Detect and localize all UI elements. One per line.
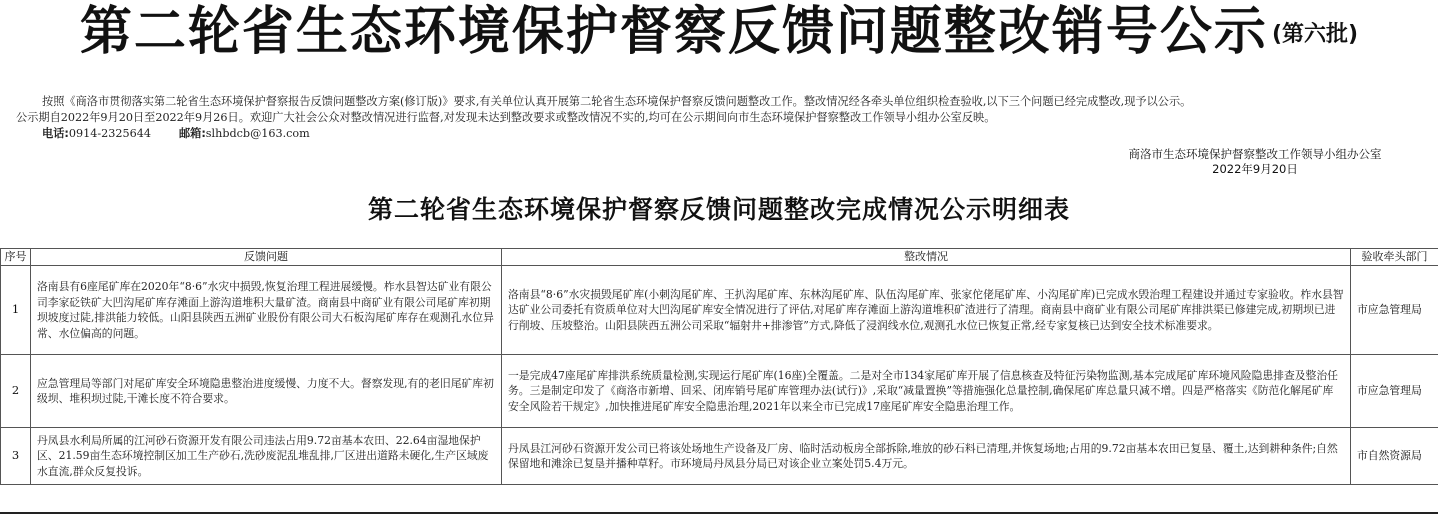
row-rectification: 一是完成47座尾矿库排洪系统质量检测,实现运行尾矿库(16座)全覆盖。二是对全市134家尾矿库开展了信息核查及特征污染物监测,基本完成尾矿库环境风险隐患排查及整治任务。三是制定印发了《商洛市新增、回采、闭库销号尾矿库管理办法(试行)》,采取“减量置换”等措施强化总量控制,确保尾矿库总量只减不增。四是严格落实《防范化解尾矿库安全风险若干规定》,加快推进尾矿库安全隐患治理,2021年以来全市已完成17座尾矿库安全隐患治理工作。 [502,355,1351,428]
table-header-row [1,249,1438,266]
signer-date: 2022年9月20日 [1212,162,1298,176]
headline-title: 第二轮省生态环境保护督察反馈问题整改销号公示 [79,2,1268,62]
email-address: slhbdcb@163.com [205,127,310,140]
signer-office: 商洛市生态环境保护督察整改工作领导小组办公室 [1128,147,1382,161]
row-issue: 丹凤县水利局所属的江河砂石资源开发有限公司违法占用9.72亩基本农田、22.64亩湿地保护区、21.59亩生态环境控制区加工生产砂石,洗砂废泥乱堆乱排,厂区进出道路未硬化,生产区域废水直流,群众反复投诉。 [31,428,502,485]
bottom-rule [0,512,1438,514]
header-rectification: 整改情况 [502,249,1351,266]
intro-paragraph-line2: 公示期自2022年9月20日至2022年9月26日。欢迎广大社会公众对整改情况进行监督,对发现未达到整改要求或整改情况不实的,均可在公示期间向市生态环境保护督察整改工作领导小组办公室反映。 [16,111,996,124]
header-no: 序号 [1,249,31,266]
row-rectification: 洛南县“8·6”水灾损毁尾矿库(小刺沟尾矿库、王扒沟尾矿库、东林沟尾矿库、队伍沟尾矿库、张家佗佬尾矿库、小沟尾矿库)已完成水毁治理工程建设并通过专家验收。柞水县智达矿业公司委托有资质单位对大凹沟尾矿库安全情况进行了评估,对尾矿库存滩面上游沟道堆积矿渣进行了清理。商南县中商矿业有限公司尾矿库排洪渠已修建完成,初期坝已进行削坡、压坡整治。山阳县陕西五洲公司采取“辐射井+排渗管”方式,降低了浸润线水位,观测孔水位已恢复正常,经专家复核已达到安全技术标准要求。 [502,266,1351,355]
detail-table [0,248,1438,485]
intro-notice [16,94,1434,142]
table-row [1,355,1438,428]
phone-number: 0914-2325644 [68,127,151,140]
row-department: 市应急管理局 [1351,266,1438,355]
row-issue: 应急管理局等部门对尾矿库安全环境隐患整治进度缓慢、力度不大。督察发现,有的老旧尾矿库初级坝、堆积坝过陡,干滩长度不符合要求。 [31,355,502,428]
row-no: 3 [1,428,31,485]
row-rectification: 丹凤县江河砂石资源开发公司已将该处场地生产设备及厂房、临时活动板房全部拆除,堆放的砂石料已清理,并恢复场地;占用的9.72亩基本农田已复垦、覆土,达到耕种条件;自然保留地和滩涂已复垦并播种草籽。市环境局丹凤县分局已对该企业立案处罚5.4万元。 [502,428,1351,485]
row-department: 市应急管理局 [1351,355,1438,428]
row-issue: 洛南县有6座尾矿库在2020年“8·6”水灾中损毁,恢复治理工程进展缓慢。柞水县智达矿业有限公司李家砭铁矿大凹沟尾矿库存滩面上游沟道堆积大量矿渣。商南县中商矿业有限公司尾矿库初期坝坡度过陡,排洪能力较低。山阳县陕西五洲矿业股份有限公司大石板沟尾矿库存在观测孔水位异常、水位偏高的问题。 [31,266,502,355]
table-row [1,428,1438,485]
row-no: 1 [1,266,31,355]
signer-block [1080,147,1430,177]
contact-line [16,126,1434,142]
phone-label: 电话: [42,127,69,140]
header-department: 验收牵头部门 [1351,249,1438,266]
header-issue: 反馈问题 [31,249,502,266]
table-subtitle: 第二轮省生态环境保护督察反馈问题整改完成情况公示明细表 [367,195,1070,224]
headline-batch: (第六批) [1271,22,1359,47]
row-no: 2 [1,355,31,428]
email-label: 邮箱: [178,127,206,140]
intro-paragraph-line1: 按照《商洛市贯彻落实第二轮省生态环境保护督察报告反馈问题整改方案(修订版)》要求,有关单位认真开展第二轮省生态环境保护督察反馈问题整改工作。整改情况经各牵头单位组织检查验收,以下三个问题已经完成整改,现予以公示。 [42,95,1192,108]
row-department: 市自然资源局 [1351,428,1438,485]
table-row [1,266,1438,355]
headline [0,0,1438,68]
